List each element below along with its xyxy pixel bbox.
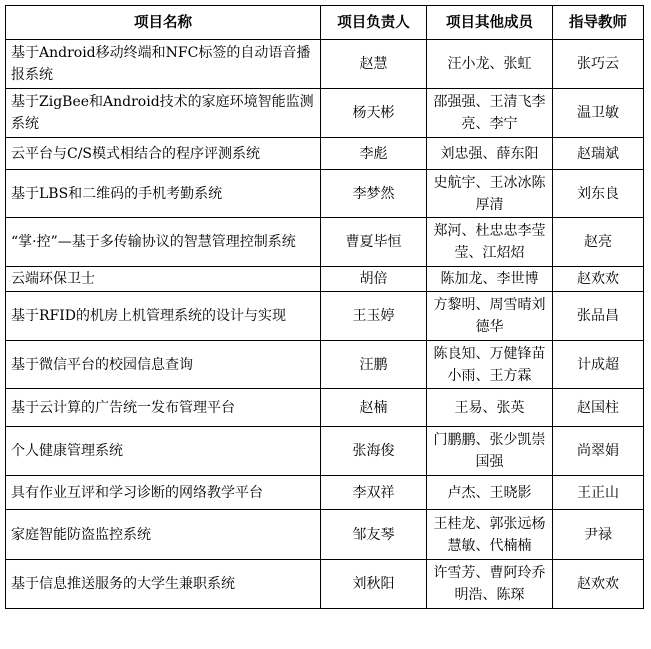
- members-cell: 邵强强、王清飞李亮、李宁: [427, 89, 553, 138]
- members-cell: 刘忠强、薛东阳: [427, 138, 553, 170]
- table-row: [6, 218, 644, 267]
- table-row: [6, 476, 644, 510]
- leader-cell: 李彪: [321, 138, 427, 170]
- project-name-cell: 基于云计算的广告统一发布管理平台: [6, 389, 321, 427]
- leader-cell: 邹友琴: [321, 510, 427, 560]
- leader-cell: 张海俊: [321, 427, 427, 476]
- table-row: [6, 292, 644, 341]
- project-name-cell: 具有作业互评和学习诊断的网络教学平台: [6, 476, 321, 510]
- table-row: [6, 267, 644, 292]
- project-table: [5, 5, 644, 609]
- leader-cell: 李双祥: [321, 476, 427, 510]
- table-row: [6, 170, 644, 218]
- project-name-cell: 基于Android移动终端和NFC标签的自动语音播报系统: [6, 40, 321, 89]
- table-row: [6, 40, 644, 89]
- leader-cell: 王玉婷: [321, 292, 427, 341]
- project-name-cell: 基于ZigBee和Android技术的家庭环境智能监测系统: [6, 89, 321, 138]
- members-cell: 王桂龙、郭张远杨慧敏、代楠楠: [427, 510, 553, 560]
- members-cell: 史航宇、王冰冰陈厚清: [427, 170, 553, 218]
- table-row: [6, 89, 644, 138]
- header-other-members: 项目其他成员: [427, 6, 553, 40]
- table-header-row: [6, 6, 644, 40]
- leader-cell: 李梦然: [321, 170, 427, 218]
- leader-cell: 赵慧: [321, 40, 427, 89]
- project-name-cell: 基于RFID的机房上机管理系统的设计与实现: [6, 292, 321, 341]
- table-row: [6, 389, 644, 427]
- advisor-cell: 温卫敏: [553, 89, 644, 138]
- members-cell: 陈良知、万健锋苗小雨、王方霖: [427, 341, 553, 389]
- leader-cell: 刘秋阳: [321, 560, 427, 609]
- advisor-cell: 赵亮: [553, 218, 644, 267]
- advisor-cell: 张巧云: [553, 40, 644, 89]
- leader-cell: 胡倍: [321, 267, 427, 292]
- project-name-cell: 基于微信平台的校园信息查询: [6, 341, 321, 389]
- table-row: [6, 427, 644, 476]
- project-name-cell: 基于LBS和二维码的手机考勤系统: [6, 170, 321, 218]
- members-cell: 方黎明、周雪晴刘德华: [427, 292, 553, 341]
- leader-cell: 杨天彬: [321, 89, 427, 138]
- header-project-leader: 项目负责人: [321, 6, 427, 40]
- advisor-cell: 计成超: [553, 341, 644, 389]
- members-cell: 卢杰、王晓影: [427, 476, 553, 510]
- members-cell: 汪小龙、张虹: [427, 40, 553, 89]
- members-cell: 陈加龙、李世博: [427, 267, 553, 292]
- project-name-cell: 家庭智能防盗监控系统: [6, 510, 321, 560]
- advisor-cell: 赵欢欢: [553, 267, 644, 292]
- header-advisor: 指导教师: [553, 6, 644, 40]
- advisor-cell: 张品昌: [553, 292, 644, 341]
- project-name-cell: 基于信息推送服务的大学生兼职系统: [6, 560, 321, 609]
- project-name-cell: 云端环保卫士: [6, 267, 321, 292]
- project-name-cell: 个人健康管理系统: [6, 427, 321, 476]
- advisor-cell: 赵欢欢: [553, 560, 644, 609]
- leader-cell: 曹夏毕恒: [321, 218, 427, 267]
- project-name-cell: “掌·控”—基于多传输协议的智慧管理控制系统: [6, 218, 321, 267]
- members-cell: 门鹏鹏、张少凯崇国强: [427, 427, 553, 476]
- table-row: [6, 341, 644, 389]
- leader-cell: 赵楠: [321, 389, 427, 427]
- advisor-cell: 赵瑞斌: [553, 138, 644, 170]
- advisor-cell: 刘东良: [553, 170, 644, 218]
- advisor-cell: 赵国柱: [553, 389, 644, 427]
- table-row: [6, 560, 644, 609]
- advisor-cell: 尚翠娟: [553, 427, 644, 476]
- project-name-cell: 云平台与C/S模式相结合的程序评测系统: [6, 138, 321, 170]
- advisor-cell: 王正山: [553, 476, 644, 510]
- header-project-name: 项目名称: [6, 6, 321, 40]
- members-cell: 许雪芳、曹阿玲乔明浩、陈琛: [427, 560, 553, 609]
- table-row: [6, 510, 644, 560]
- leader-cell: 汪鹏: [321, 341, 427, 389]
- members-cell: 郑河、杜忠忠李莹莹、江炤炤: [427, 218, 553, 267]
- table-row: [6, 138, 644, 170]
- members-cell: 王易、张英: [427, 389, 553, 427]
- advisor-cell: 尹禄: [553, 510, 644, 560]
